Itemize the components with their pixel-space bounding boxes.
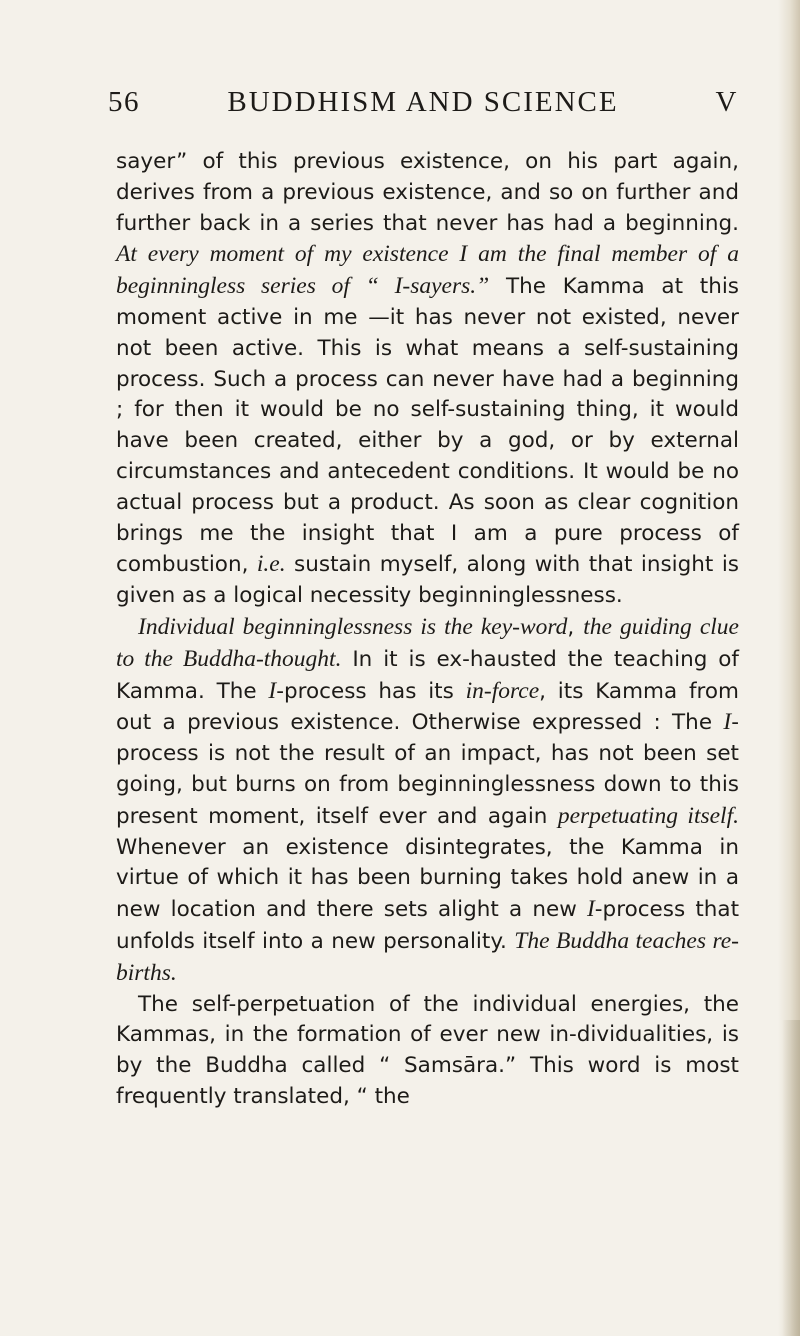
text-segment: The self-perpetuation of the individual energies, the Kammas, in the formation of ever new in-dividualities, is by the Buddha called “ Samsāra.” This word is most frequently translated, “ the xyxy=(116,991,739,1109)
text-segment: sayer” of this previous existence, on his part again, derives from a previous existence, and so on further and further back in a series that never has had a beginning. xyxy=(116,149,739,236)
text-segment: sustain myself, along with that insight is given as a logical necessity beginninglessness. xyxy=(116,552,739,609)
italic-text-segment: the guiding clue to the Buddha-thought. xyxy=(116,613,739,672)
text-segment: In it is ex-hausted the teaching of Kamma. The xyxy=(116,646,739,704)
running-header xyxy=(108,86,738,126)
chapter-numeral: V xyxy=(715,86,738,118)
text-segment: , its Kamma from out a previous existence. Otherwise expressed : The xyxy=(116,678,739,736)
italic-text-segment: I xyxy=(723,709,732,736)
italic-text-segment: I xyxy=(268,677,277,704)
paragraph xyxy=(116,990,739,1113)
paragraph xyxy=(116,147,739,612)
text-segment: Whenever an existence disintegrates, the Kamma in virtue of which it has been burning takes hold anew in a new location and there sets alight a new xyxy=(116,834,739,923)
text-segment: , xyxy=(567,614,584,640)
running-title: BUDDHISM AND SCIENCE xyxy=(227,86,619,118)
page-number: 56 xyxy=(108,86,140,118)
paragraph xyxy=(116,612,739,990)
italic-text-segment: perpetuating itself. xyxy=(557,802,739,829)
italic-text-segment: i.e. xyxy=(256,551,286,578)
text-segment: The Kamma at this moment active in me —it has never not existed, never not been active. This is what means a self-sustaining process. Such a process can never have had a beginning ; for then it would be no self-sustaining thing, it would have been created, either by a god, or by external circumstances and antecedent conditions. It would be no actual process but a product. As soon as clear cognition brings me the insight that I am a pure process of combustion, xyxy=(116,274,739,578)
italic-text-segment: The Buddha teaches re-births. xyxy=(116,927,739,986)
text-segment: -process that unfolds itself into a new personality. xyxy=(116,897,740,954)
text-segment: -process is not the result of an impact, has not been set going, but burns on from beginninglessness down to this present moment, itself ever and again xyxy=(116,710,739,829)
text-segment: -process has its xyxy=(276,678,466,704)
italic-text-segment: At every moment of my existence I am the final member of a beginningless series of “ I-sayers.” xyxy=(116,241,739,300)
italic-text-segment: I xyxy=(586,896,595,923)
italic-text-segment: Individual beginninglessness is the key-word xyxy=(138,613,568,640)
italic-text-segment: in-force xyxy=(465,677,540,704)
page-edge-stain xyxy=(782,1020,800,1336)
body-text xyxy=(116,147,739,1113)
